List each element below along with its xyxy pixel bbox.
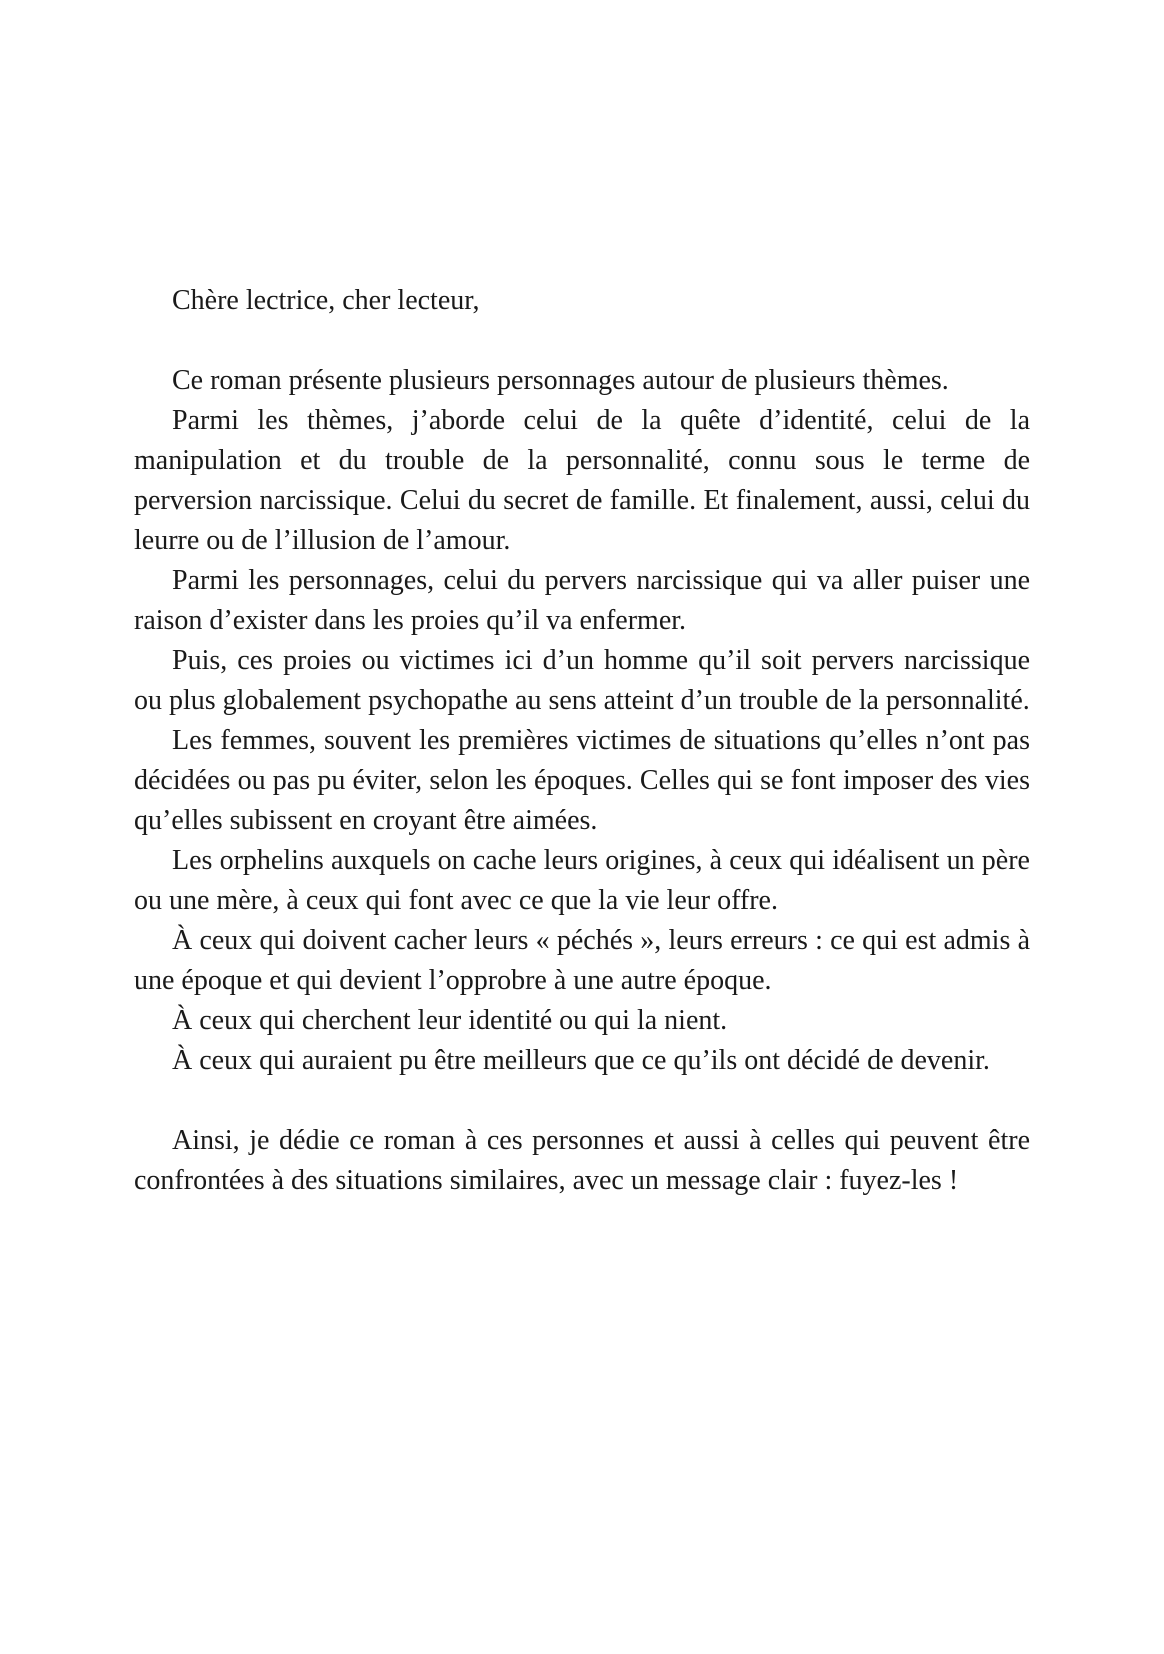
salutation: Chère lectrice, cher lecteur, — [172, 285, 480, 316]
closing-paragraph: Ainsi, je dédie ce roman à ces personnes et aussi à celles qui peuvent être confrontées à des situations similaires, avec un message clair : fuyez-les ! — [134, 1125, 1030, 1196]
letter-body — [134, 281, 1030, 1201]
paragraph: À ceux qui doivent cacher leurs « péchés », leurs erreurs : ce qui est admis à une époque et qui devient l’opprobre à une autre époque. — [134, 925, 1030, 996]
paragraph: Puis, ces proies ou victimes ici d’un homme qu’il soit pervers narcissique ou plus globalement psychopathe au sens atteint d’un trouble de la personnalité. — [134, 645, 1030, 716]
paragraph: Les femmes, souvent les premières victimes de situations qu’elles n’ont pas décidées ou pas pu éviter, selon les époques. Celles qui se font imposer des vies qu’elles subissent en croyant être aimées. — [134, 725, 1030, 836]
paragraph: Parmi les personnages, celui du pervers narcissique qui va aller puiser une raison d’exister dans les proies qu’il va enfermer. — [134, 565, 1030, 636]
paragraph: À ceux qui auraient pu être meilleurs que ce qu’ils ont décidé de devenir. — [172, 1045, 990, 1076]
paragraph: Parmi les thèmes, j’aborde celui de la quête d’identité, celui de la manipulation et du trouble de la personnalité, connu sous le terme de perversion narcissique. Celui du secret de famille. Et finalement, aussi, celui du leurre ou de l’illusion de l’amour. — [134, 405, 1030, 556]
paragraph: À ceux qui cherchent leur identité ou qui la nient. — [172, 1005, 728, 1036]
paragraph: Ce roman présente plusieurs personnages autour de plusieurs thèmes. — [172, 365, 949, 396]
paragraph: Les orphelins auxquels on cache leurs origines, à ceux qui idéalisent un père ou une mère, à ceux qui font avec ce que la vie leur offre. — [134, 845, 1030, 916]
